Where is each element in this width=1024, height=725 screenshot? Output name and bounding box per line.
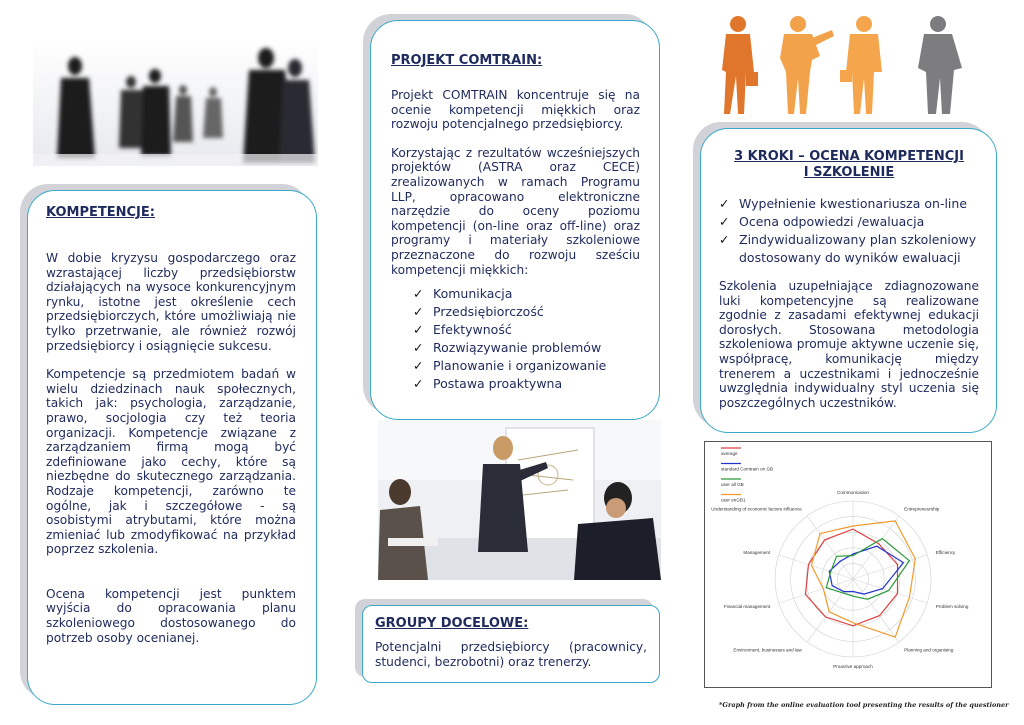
list-item: ✓ Wypełnienie kwestionariusza on-line [719, 196, 968, 211]
competencies-list [391, 285, 640, 393]
kroki-panel [700, 128, 997, 433]
axis-label: Communication [837, 490, 869, 495]
grupy-title: GROUPY DOCELOWE: [375, 616, 529, 631]
projekt-panel [370, 20, 660, 420]
check-icon: ✓ [719, 196, 730, 211]
radar-axis [853, 579, 899, 642]
list-item: ✓ Zindywidualizowany plan szkoleniowy dostosowany do wyników ewaluacji [719, 232, 977, 265]
radar-axis [853, 555, 927, 579]
legend-label: average [721, 451, 738, 456]
list-item: ✓ Postawa proaktywna [413, 376, 563, 392]
training-meeting-photo [378, 420, 661, 580]
check-icon: ✓ [413, 322, 424, 338]
steps-list [719, 195, 979, 267]
grupy-text: Potencjalni przedsiębiorcy (pracownicy, studenci, bezrobotni) oraz trenerzy. [375, 640, 647, 669]
check-icon: ✓ [413, 358, 424, 374]
radar-chart-svg [705, 442, 991, 687]
check-icon: ✓ [719, 214, 730, 229]
projekt-paragraph-1: Projekt COMTRAIN koncentruje się na ocenie kompetencji miękkich oraz rozwoju potencjalnego przedsiębiorcy. [391, 88, 640, 132]
legend-label: standard Comtrain on GB [721, 466, 774, 472]
kroki-title: 3 KROKI – OCENA KOMPETENCJI I SZKOLENIE [734, 149, 964, 180]
kompetencje-panel [27, 190, 317, 705]
legend-label: user enGB1 [721, 497, 746, 503]
axis-label: Entrepreneurship [904, 506, 940, 512]
kroki-text: Szkolenia uzupełniające zdiagnozowane luki kompetencyjne są realizowane zgodnie z zasadami efektywnej edukacji dorosłych. Stosowana metodologia szkoleniowa promuje aktywne uczenie się, współpracę, komunikację między trenerem a uczestnikami i jednocześnie uwzględnia indywidualny styl uczenia się poszczególnych uczestników. [719, 279, 979, 410]
list-item: ✓ Planowanie i organizowanie [413, 358, 607, 374]
axis-label: Planning and organising [904, 647, 954, 653]
axis-label: Understanding of economic factors influence [711, 506, 802, 512]
list-item: ✓ Komunikacja [413, 286, 513, 302]
check-icon: ✓ [413, 304, 424, 320]
check-icon: ✓ [413, 286, 424, 302]
axis-label: Efficiency [935, 550, 956, 556]
chart-caption: *Graph from the online evaluation tool presenting the results of the questioner [719, 701, 1009, 709]
people-silhouettes-graphic [716, 12, 976, 120]
kompetencje-paragraph-3: Ocena kompetencji jest punktem wyjścia do opracowania planu szkoleniowego dostosowanego do potrzeb osoby ocenianej. [46, 586, 296, 645]
radar-chart [704, 441, 992, 688]
radar-axis [853, 579, 927, 603]
projekt-paragraph-2: Korzystając z rezultatów wcześniejszych projektów (ASTRA oraz CECE) zrealizowanych w ramach Programu LLP, opracowano elektroniczne narzędzie do oceny poziomu kompetencji (on-line oraz off-line) oraz programy i materiały szkoleniowe przeznaczone do rozwoju sześciu kompetencji miękkich: [391, 145, 640, 277]
check-icon: ✓ [413, 340, 424, 356]
list-item: ✓ Przedsiębiorczość [413, 304, 544, 320]
check-icon: ✓ [413, 376, 424, 392]
business-people-photo [33, 38, 318, 166]
kompetencje-title: KOMPETENCJE: [46, 205, 155, 220]
kompetencje-paragraph-2: Kompetencje są przedmiotem badań w wielu dziedzinach nauk społecznych, takich jak: psychologia, zarządzanie, prawo, socjologia czy też teoria organizacji. Kompetencje związane z zarządzaniem firmą mogą być zdefiniowane jako cechy, które są niezbędne do skutecznego zarządzania. Rodzaje kompetencji, zarówno te ogólne, jak i szczegółowe - są osobistymi atrybutami, które można zmieniać lub zmodyfikować na przykład poprzez szkolenia. [46, 367, 296, 557]
legend-label: user all GB [721, 482, 744, 487]
kompetencje-paragraph-1: W dobie kryzysu gospodarczego oraz wzrastającej liczby przedsiębiorstw działających na wysoce konkurencyjnym rynku, istotne jest określenie cech przedsiębiorczych, które umożliwiają nie tylko przetrwanie, ale również rozwój przedsiębiorcy i osiągnięcie sukcesu. [46, 251, 296, 353]
list-item: ✓ Ocena odpowiedzi /ewaluacja [719, 214, 925, 229]
axis-label: Financial management [723, 603, 771, 609]
list-item: ✓ Efektywność [413, 322, 512, 338]
projekt-title: PROJEKT COMTRAIN: [391, 53, 543, 68]
axis-label: Management [743, 550, 771, 556]
list-item: ✓ Rozwiązywanie problemów [413, 340, 602, 356]
check-icon: ✓ [719, 232, 730, 247]
grupy-panel [362, 605, 660, 683]
axis-label: Environment, businesses and law [733, 647, 802, 653]
axis-label: Proactive approach [833, 664, 873, 669]
axis-label: Problem solving [935, 603, 969, 609]
